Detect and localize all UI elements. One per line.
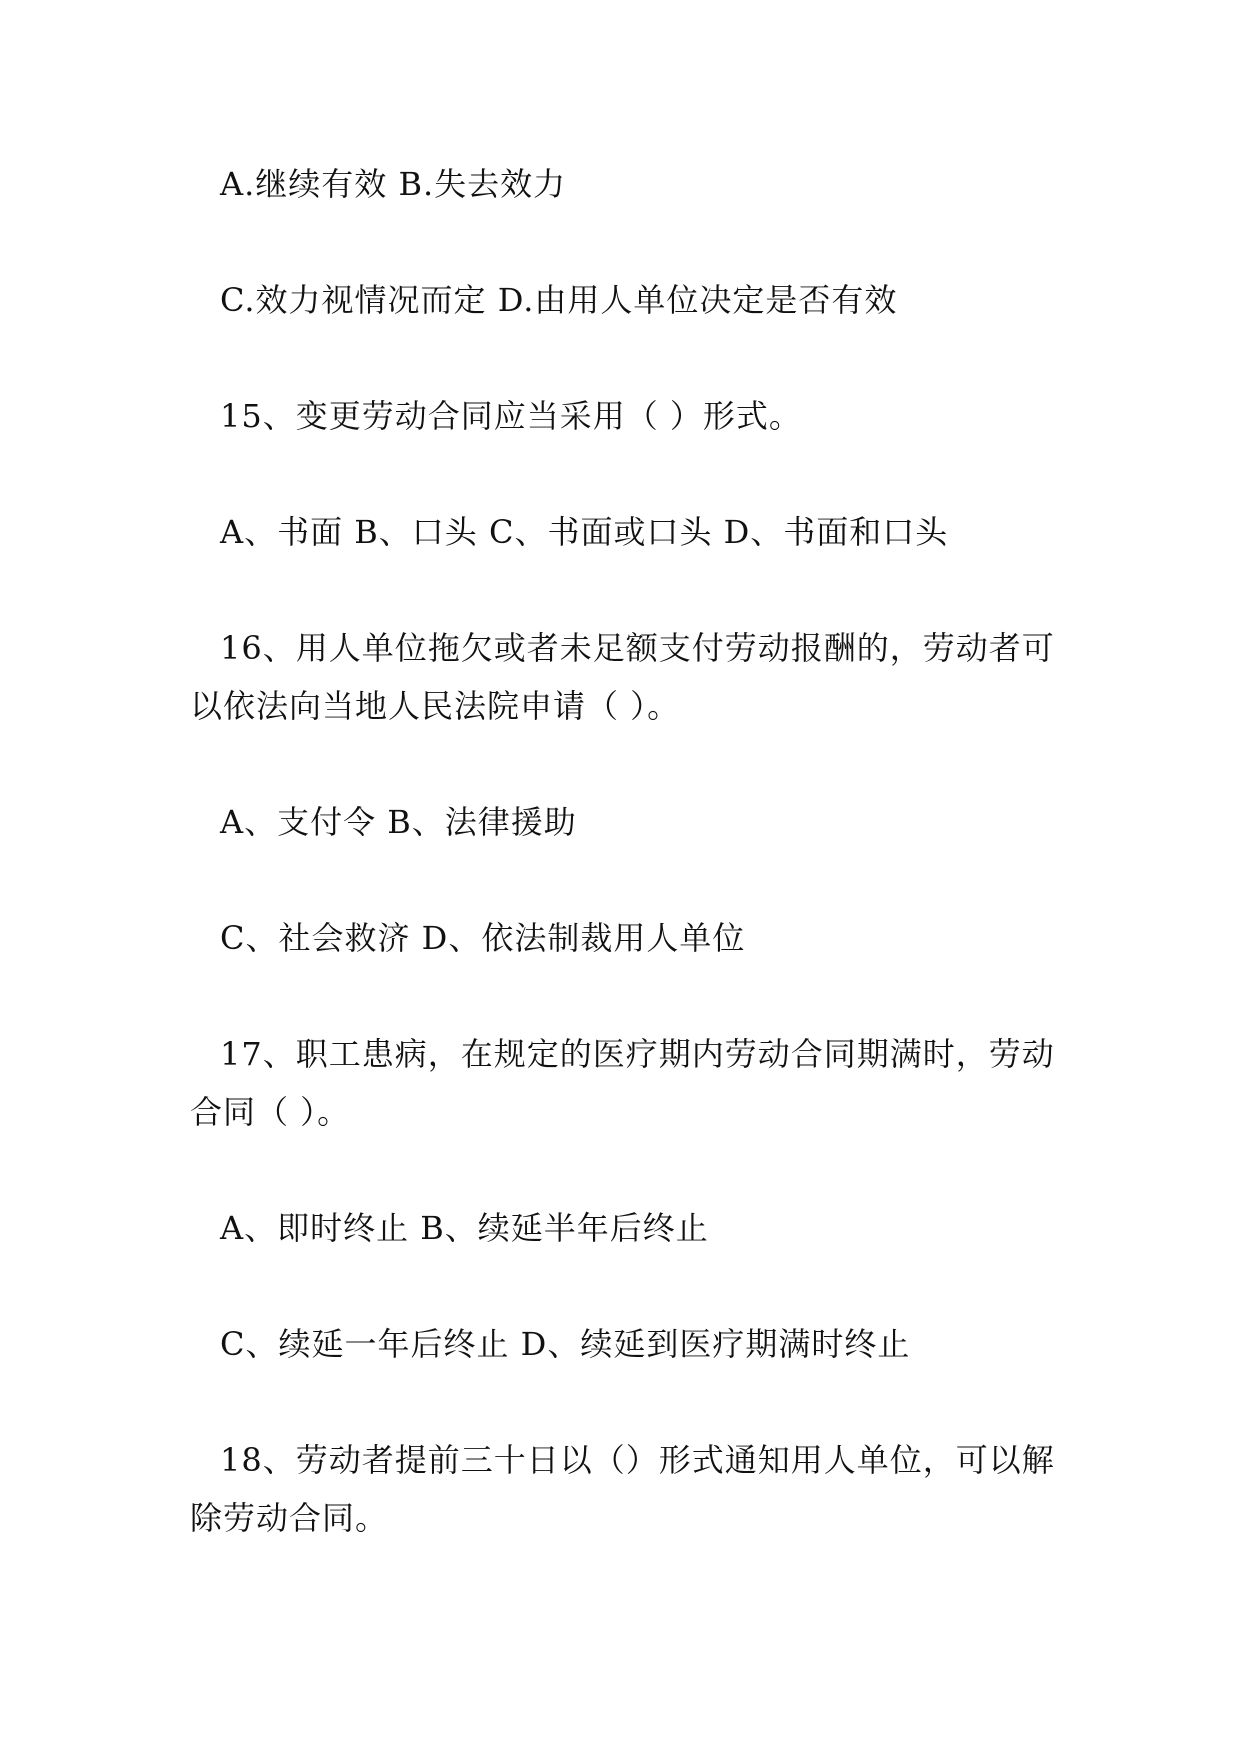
q16-question-line1: 16、用人单位拖欠或者未足额支付劳动报酬的，劳动者可: [220, 629, 1055, 667]
q16-options-ab: A、支付令 B、法律援助: [220, 803, 577, 841]
q18-question-line1: 18、劳动者提前三十日以（）形式通知用人单位，可以解: [220, 1441, 1055, 1479]
q16-question-line2: 以依法向当地人民法院申请（ ）。: [190, 687, 681, 725]
q17-options-cd: C、续延一年后终止 D、续延到医疗期满时终止: [220, 1325, 911, 1363]
q14-options-ab: A.继续有效 B.失去效力: [220, 165, 567, 203]
q17-question-line1: 17、职工患病，在规定的医疗期内劳动合同期满时，劳动: [220, 1035, 1055, 1073]
q15-question: 15、变更劳动合同应当采用（ ）形式。: [220, 397, 802, 435]
q16-options-cd: C、社会救济 D、依法制裁用人单位: [220, 919, 746, 957]
q17-question-line2: 合同（ ）。: [190, 1093, 351, 1131]
q18-question-line2: 除劳动合同。: [190, 1499, 389, 1537]
q17-options-ab: A、即时终止 B、续延半年后终止: [220, 1209, 709, 1247]
q15-options: A、书面 B、口头 C、书面或口头 D、书面和口头: [220, 513, 949, 551]
q14-options-cd: C.效力视情况而定 D.由用人单位决定是否有效: [220, 281, 898, 319]
